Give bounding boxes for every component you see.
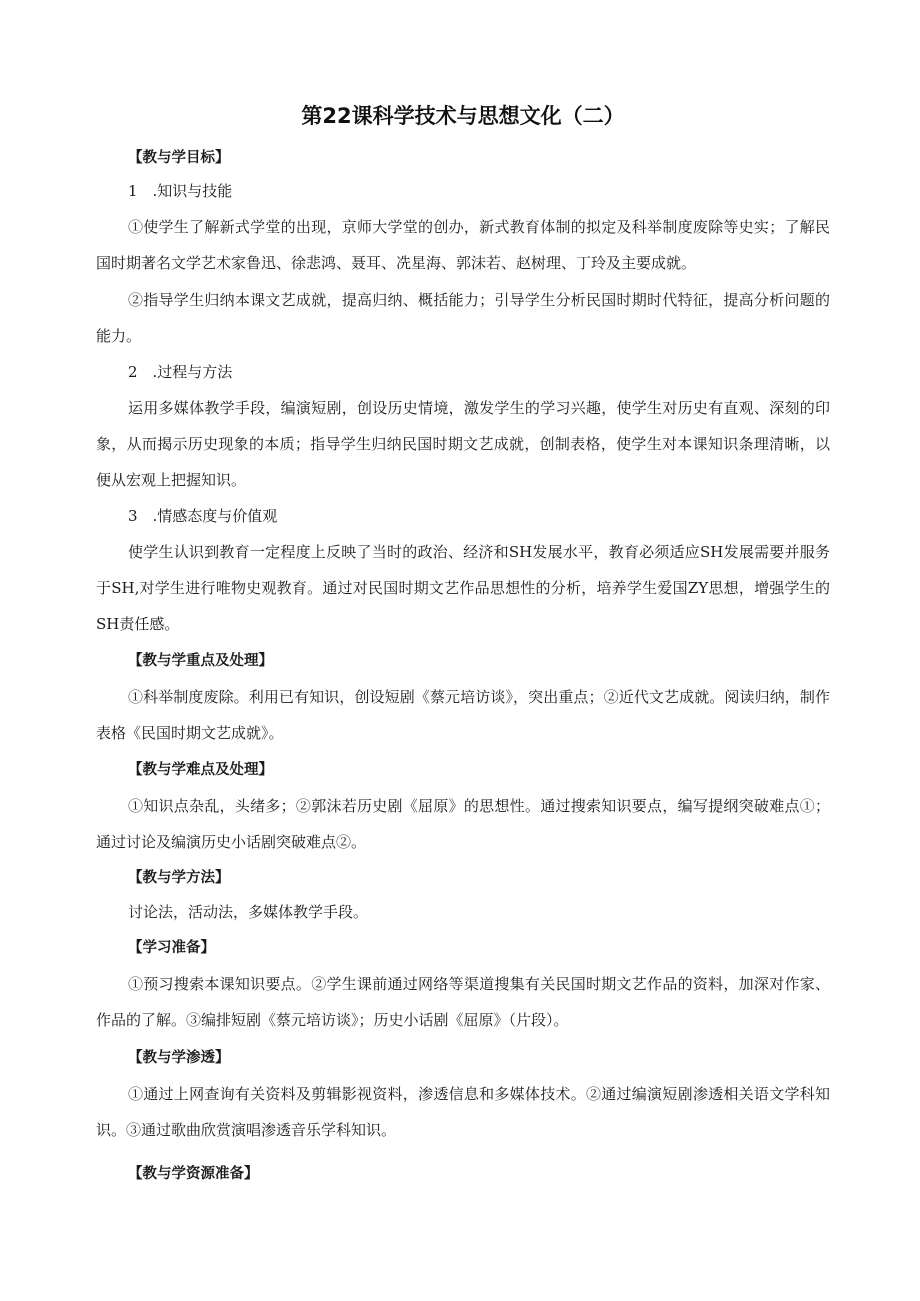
goal2-paragraph-1: 运用多媒体教学手段，编演短剧，创设历史情境，激发学生的学习兴趣，使学生对历史有直观、深刻的印象，从而揭示历史现象的本质；指导学生归纳民国时期文艺成就，创制表格，使学生对本课知识条理清晰，以便从宏观上把握知识。 <box>96 399 830 489</box>
goal3-title: 3 .情感态度与价值观 <box>128 507 278 525</box>
preparation-heading: 【学习准备】 <box>128 940 215 956</box>
goal1-title: 1 .知识与技能 <box>128 182 233 200</box>
document-title: 第22课科学技术与思想文化（二） <box>301 104 625 128</box>
infiltration-heading: 【教与学渗透】 <box>128 1050 230 1066</box>
method-heading: 【教与学方法】 <box>128 870 230 886</box>
preparation-paragraph: ①预习搜索本课知识要点。②学生课前通过网络等渠道搜集有关民国时期文艺作品的资料，加深对作家、作品的了解。③编排短剧《蔡元培访谈》；历史小话剧《屈原》（片段）。 <box>96 975 830 1029</box>
infiltration-paragraph: ①通过上网查询有关资料及剪辑影视资料，渗透信息和多媒体技术。②通过编演短剧渗透相关语文学科知识。③通过歌曲欣赏演唱渗透音乐学科知识。 <box>96 1085 830 1139</box>
key-points-paragraph: ①科举制度废除。利用已有知识，创设短剧《蔡元培访谈》，突出重点；②近代文艺成就。阅读归纳，制作表格《民国时期文艺成就》。 <box>96 688 830 742</box>
goal2-title: 2 .过程与方法 <box>128 363 233 381</box>
goal1-paragraph-1: ①使学生了解新式学堂的出现，京师大学堂的创办，新式教育体制的拟定及科举制度废除等史实；了解民国时期著名文学艺术家鲁迅、徐悲鸿、聂耳、冼星海、郭沫若、赵树理、丁玲及主要成就。 <box>96 218 830 272</box>
resources-heading: 【教与学资源准备】 <box>128 1166 259 1182</box>
goals-heading: 【教与学目标】 <box>128 150 230 166</box>
goal1-paragraph-2: ②指导学生归纳本课文艺成就，提高归纳、概括能力；引导学生分析民国时期时代特征，提高分析问题的能力。 <box>96 291 830 345</box>
key-points-heading: 【教与学重点及处理】 <box>128 653 273 669</box>
method-paragraph: 讨论法，活动法，多媒体教学手段。 <box>128 903 369 921</box>
difficulty-heading: 【教与学难点及处理】 <box>128 762 273 778</box>
difficulty-paragraph: ①知识点杂乱，头绪多；②郭沫若历史剧《屈原》的思想性。通过搜索知识要点，编写提纲突破难点①；通过讨论及编演历史小话剧突破难点②。 <box>96 797 830 851</box>
goal3-paragraph-1: 使学生认识到教育一定程度上反映了当时的政治、经济和SH发展水平，教育必须适应SH发展需要并服务于SH,对学生进行唯物史观教育。通过对民国时期文艺作品思想性的分析，培养学生爱国ZY思想，增强学生的SH责任感。 <box>96 543 830 633</box>
